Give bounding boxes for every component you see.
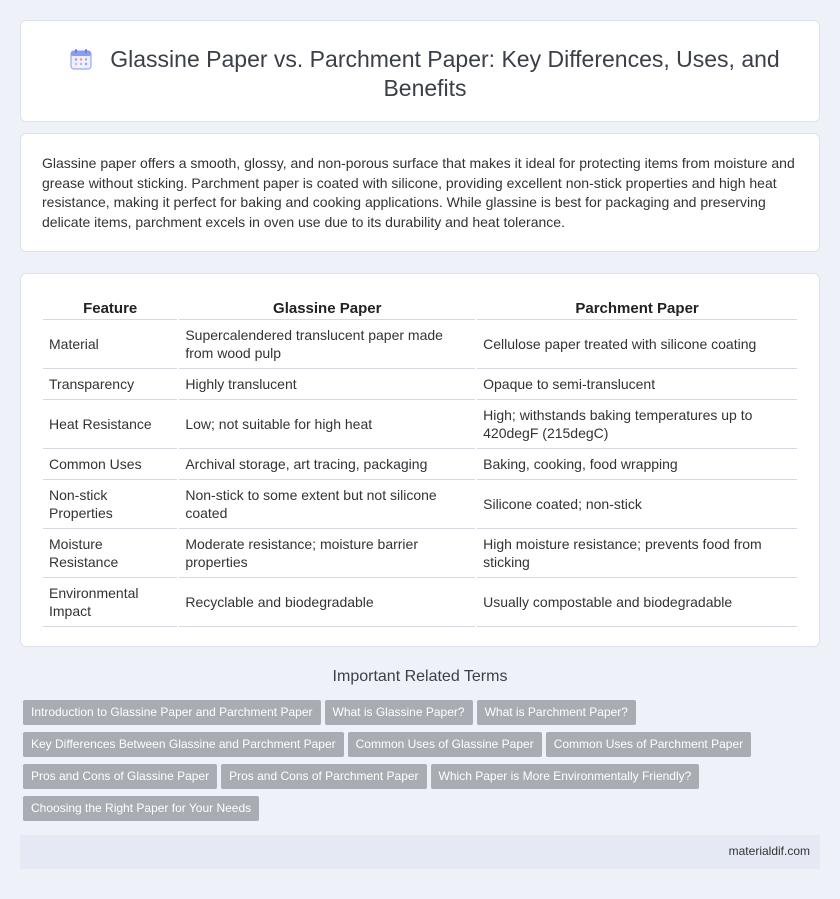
related-term-tag[interactable]: Common Uses of Parchment Paper bbox=[546, 732, 751, 757]
glassine-cell: Highly translucent bbox=[179, 369, 475, 400]
related-term-tag[interactable]: Common Uses of Glassine Paper bbox=[348, 732, 542, 757]
header bbox=[61, 45, 789, 103]
feature-cell: Environmental Impact bbox=[43, 578, 177, 627]
glassine-cell: Supercalendered translucent paper made from wood pulp bbox=[179, 320, 475, 369]
header-parchment: Parchment Paper bbox=[477, 294, 797, 320]
table-row bbox=[43, 400, 797, 449]
related-term-tag[interactable]: Key Differences Between Glassine and Parchment Paper bbox=[23, 732, 344, 757]
header-glassine: Glassine Paper bbox=[179, 294, 475, 320]
footer-site-link[interactable]: materialdif.com bbox=[728, 844, 810, 858]
glassine-cell: Non-stick to some extent but not silicone coated bbox=[179, 480, 475, 529]
parchment-cell: Opaque to semi-translucent bbox=[477, 369, 797, 400]
glassine-cell: Moderate resistance; moisture barrier properties bbox=[179, 529, 475, 578]
parchment-cell: Baking, cooking, food wrapping bbox=[477, 449, 797, 480]
related-term-tag[interactable]: Which Paper is More Environmentally Friendly? bbox=[431, 764, 700, 789]
parchment-cell: High; withstands baking temperatures up to 420degF (215degC) bbox=[477, 400, 797, 449]
glassine-cell: Low; not suitable for high heat bbox=[179, 400, 475, 449]
related-term-tag[interactable]: What is Glassine Paper? bbox=[325, 700, 473, 725]
related-terms-title: Important Related Terms bbox=[332, 668, 508, 685]
table-header-row bbox=[43, 294, 797, 320]
comparison-table bbox=[41, 294, 799, 627]
glassine-cell: Archival storage, art tracing, packaging bbox=[179, 449, 475, 480]
feature-cell: Heat Resistance bbox=[43, 400, 177, 449]
related-term-tag[interactable]: What is Parchment Paper? bbox=[477, 700, 636, 725]
related-term-tag[interactable]: Pros and Cons of Parchment Paper bbox=[221, 764, 426, 789]
table-row bbox=[43, 369, 797, 400]
page-title bbox=[61, 45, 789, 103]
parchment-cell: Silicone coated; non-stick bbox=[477, 480, 797, 529]
feature-cell: Transparency bbox=[43, 369, 177, 400]
header-card bbox=[20, 20, 820, 122]
related-terms-list bbox=[23, 700, 783, 828]
parchment-cell: Usually compostable and biodegradable bbox=[477, 578, 797, 627]
header-feature: Feature bbox=[43, 294, 177, 320]
intro-card bbox=[20, 133, 820, 252]
parchment-cell: High moisture resistance; prevents food from sticking bbox=[477, 529, 797, 578]
table-row bbox=[43, 320, 797, 369]
feature-cell: Material bbox=[43, 320, 177, 369]
intro-paragraph: Glassine paper offers a smooth, glossy, and non-porous surface that makes it ideal for protecting items from moisture and grease without sticking. Parchment paper is coated with silicone, providing excellent non-stick properties and high heat resistance, making it perfect for baking and cooking applications. While glassine is best for packaging and preserving delicate items, parchment excels in oven use due to its durability and heat tolerance. bbox=[42, 155, 795, 230]
related-term-tag[interactable]: Introduction to Glassine Paper and Parchment Paper bbox=[23, 700, 321, 725]
page-title-text: Glassine Paper vs. Parchment Paper: Key Differences, Uses, and Benefits bbox=[110, 46, 780, 101]
comparison-card bbox=[20, 273, 820, 647]
table-row bbox=[43, 578, 797, 627]
glassine-cell: Recyclable and biodegradable bbox=[179, 578, 475, 627]
table-row bbox=[43, 480, 797, 529]
feature-cell: Moisture Resistance bbox=[43, 529, 177, 578]
related-term-tag[interactable]: Pros and Cons of Glassine Paper bbox=[23, 764, 217, 789]
related-term-tag[interactable]: Choosing the Right Paper for Your Needs bbox=[23, 796, 259, 821]
parchment-cell: Cellulose paper treated with silicone coating bbox=[477, 320, 797, 369]
footer bbox=[20, 835, 820, 869]
table-row bbox=[43, 449, 797, 480]
calendar-grid-icon bbox=[70, 48, 92, 70]
feature-cell: Non-stick Properties bbox=[43, 480, 177, 529]
table-row bbox=[43, 529, 797, 578]
feature-cell: Common Uses bbox=[43, 449, 177, 480]
